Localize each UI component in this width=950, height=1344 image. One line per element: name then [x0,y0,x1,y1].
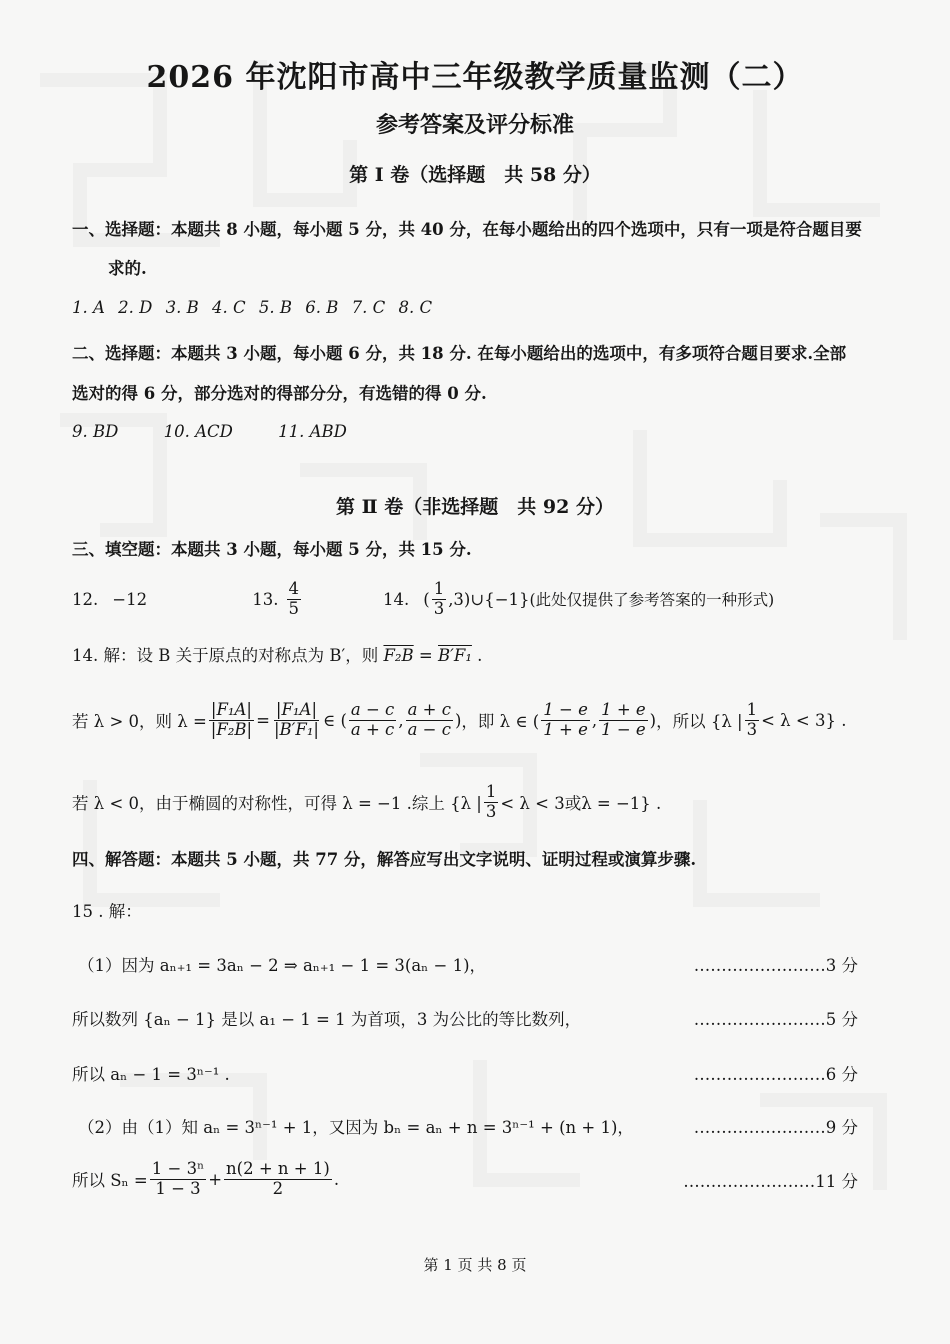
q14-fraction: $\frac{1}{3}$ [433,578,445,618]
page-subtitle: 参考答案及评分标准 [375,112,574,138]
section-1-instructions-cont: 求的. [108,259,147,278]
q15-score-5: ……………………11 分 [683,1172,858,1191]
q14-solution-line3: 若 λ < 0，由于椭圆的对称性，可得 λ = −1 .综上 {λ | $\frac{1}{3}$ < λ < 3或λ = −1} . [72,781,662,821]
q15-step-1: （1）因为 aₙ₊₁ = 3aₙ − 2 ⇒ aₙ₊₁ − 1 = 3(aₙ − 1)， [78,956,487,975]
page-footer: 第 1 页 共 8 页 [423,1256,527,1274]
section-4-instructions: 四、解答题：本题共 5 小题，共 77 分，解答应写出文字说明、证明过程或演算步骤. [72,850,697,869]
q14-note: (此处仅提供了参考答案的一种形式) [529,591,775,609]
answer-3: 3. B [165,298,199,317]
q14-rest: ,3)∪{−1} [448,589,530,609]
answer-8: 8. C [398,298,433,317]
answer-1: 1. A [72,298,105,317]
q13-answer: $\frac{4}{5}$ [288,578,299,618]
section-2-instructions: 二、选择题：本题共 3 小题，每小题 6 分，共 18 分. 在每小题给出的选项中，有多项符合题目要求.全部 [72,344,847,363]
q15-score-2: ……………………5 分 [693,1010,858,1029]
answer-2: 2. D [118,298,153,317]
q15-heading: 15 . 解： [72,902,142,921]
section-1-instructions: 一、选择题：本题共 8 小题，每小题 5 分，共 40 分，在每小题给出的四个选项中，只有一项是符合题目要 [72,220,862,239]
q15-score-4: ……………………9 分 [693,1118,858,1137]
q15-step-2: 所以数列 {aₙ − 1} 是以 a₁ − 1 = 1 为首项，3 为公比的等比数列， [72,1010,582,1029]
vector-f2b: F₂B [383,646,414,665]
q15-step-5: 所以 Sₙ = $\frac{\text{1 − 3ⁿ}}{1 - 3}$ + $\frac{n(2 + n + 1)}{2}$ . [72,1158,340,1198]
q15-step-4: （2）由（1）知 aₙ = 3ⁿ⁻¹ + 1，又因为 bₙ = aₙ + n = 3ⁿ⁻¹ + (n + 1)， [78,1118,634,1137]
mc-answer-list [72,298,440,317]
section-3-instructions: 三、填空题：本题共 3 小题，每小题 5 分，共 15 分. [72,540,472,559]
answer-6: 6. B [305,298,339,317]
q14-solution-line1: 14. 解：设 B 关于原点的对称点为 B′，则 F₂B = B′F₁ . [72,646,483,665]
multi-answer-list [72,422,347,441]
page-title: 2026 年沈阳市高中三年级教学质量监测（二） [146,60,804,95]
q14-solution-line2: 若 λ > 0，则 λ = $\frac{\text{|F₁A|}}{\text{|F₂B|}}$ = $\frac{\text{|F₁A|}}{\text{|B′F₁|}}$ ∈ ( $\frac{a - c}{a + c}$ , $\frac{a + c}{a - c}$ ) ，即 λ ∈ ( $\frac{1 - e}{1 + e}$ , $\frac{1 + e}{1 - e}$ ) ，所以 {λ | $\frac{1}{3}$ < λ < 3} . [72,699,847,739]
q12-label: 12. [72,589,99,609]
answer-5: 5. B [258,298,292,317]
fill-answers [72,576,774,622]
q12-answer: −12 [112,589,148,609]
answer-9: 9. BD [72,422,119,441]
q14-open: ( [423,589,430,609]
part-2-header: 第 Ⅱ 卷（非选择题 共 92 分） [336,496,614,518]
answer-10: 10. ACD [163,422,233,441]
q15-score-3: ……………………6 分 [693,1065,858,1084]
section-2-instructions-cont: 选对的得 6 分，部分选对的得部分分，有选错的得 0 分. [72,384,487,403]
answer-11: 11. ABD [278,422,347,441]
vector-b-prime-f1: B′F₁ [438,646,472,665]
q14-label: 14. [383,589,410,609]
q15-step-3: 所以 aₙ − 1 = 3ⁿ⁻¹ . [72,1065,230,1084]
q15-score-1: ……………………3 分 [693,956,858,975]
part-1-header: 第 Ⅰ 卷（选择题 共 58 分） [349,164,601,186]
answer-7: 7. C [351,298,386,317]
q13-label: 13. [252,589,279,609]
answer-4: 4. C [212,298,246,317]
